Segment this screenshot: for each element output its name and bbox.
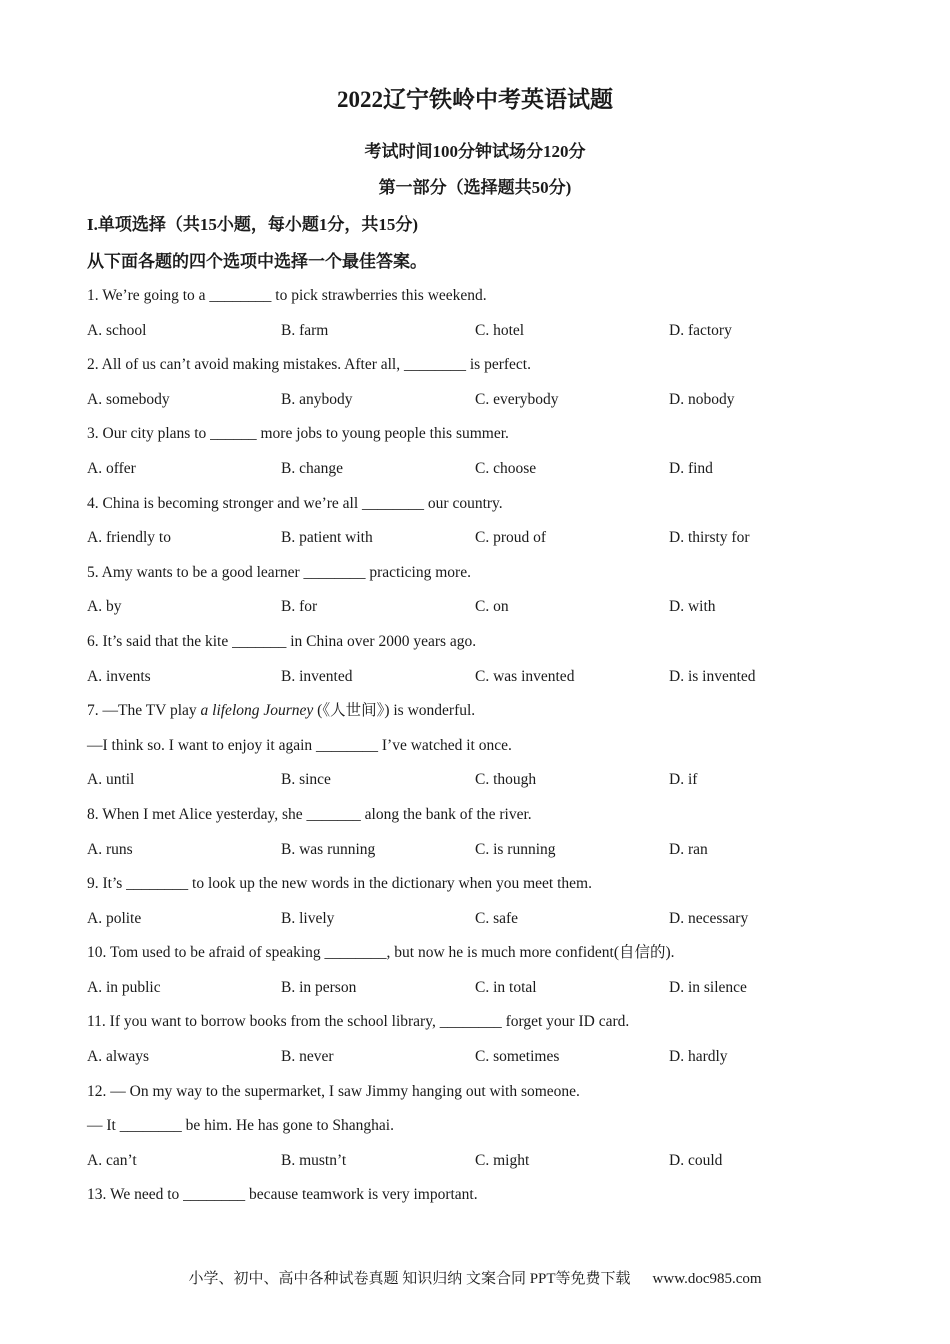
exam-title: 2022辽宁铁岭中考英语试题	[337, 87, 613, 112]
answer-option: B. change	[281, 459, 343, 477]
answer-option: A. in public	[87, 978, 161, 996]
question-text: 12. — On my way to the supermarket, I saw Jimmy hanging out with someone.	[87, 1082, 580, 1100]
section-instruction: 从下面各题的四个选项中选择一个最佳答案。	[87, 252, 427, 271]
answer-option: B. invented	[281, 667, 353, 685]
answer-option: D. ran	[669, 840, 708, 858]
answer-option: C. was invented	[475, 667, 575, 685]
question-text: 10. Tom used to be afraid of speaking ________, but now he is much more confident(自信的).	[87, 944, 675, 962]
footer-site-link[interactable]: www.doc985.com	[652, 1271, 762, 1287]
answer-options	[87, 907, 887, 942]
question-list	[87, 284, 887, 1218]
answer-option: B. for	[281, 598, 318, 616]
answer-options	[87, 595, 887, 630]
answer-option: D. in silence	[669, 978, 747, 996]
question-text: 8. When I met Alice yesterday, she _______ along the bank of the river.	[87, 805, 532, 823]
answer-option: B. since	[281, 771, 331, 789]
answer-option: D. factory	[669, 321, 732, 339]
answer-option: C. proud of	[475, 529, 547, 547]
answer-option: A. can’t	[87, 1151, 137, 1169]
answer-options	[87, 1149, 887, 1184]
question-text: 9. It’s ________ to look up the new words in the dictionary when you meet them.	[87, 875, 592, 893]
answer-option: A. by	[87, 598, 122, 616]
question-text: 2. All of us can’t avoid making mistakes. After all, ________ is perfect.	[87, 356, 531, 374]
question-text: 6. It’s said that the kite _______ in China over 2000 years ago.	[87, 632, 477, 650]
play-title: a lifelong Journey	[200, 702, 314, 720]
answer-options	[87, 768, 887, 803]
answer-option: B. farm	[281, 321, 329, 339]
answer-option: D. with	[669, 598, 716, 616]
answer-option: A. friendly to	[87, 529, 171, 547]
question-text: 7. —The TV play a lifelong Journey (《人世间》) is wonderful.	[87, 702, 476, 720]
answer-option: C. everybody	[475, 390, 559, 408]
answer-option: B. anybody	[281, 390, 353, 408]
answer-option: C. sometimes	[475, 1048, 560, 1066]
answer-option: C. safe	[475, 909, 519, 927]
answer-option: A. always	[87, 1048, 149, 1066]
question-text: — It ________ be him. He has gone to Shanghai.	[87, 1117, 394, 1135]
answer-options	[87, 976, 887, 1011]
question-text: 3. Our city plans to ______ more jobs to young people this summer.	[87, 425, 509, 443]
answer-options	[87, 388, 887, 423]
answer-option: C. though	[475, 771, 537, 789]
answer-options	[87, 838, 887, 873]
question-text: 11. If you want to borrow books from the school library, ________ forget your ID card.	[87, 1013, 630, 1031]
question-text: 13. We need to ________ because teamwork is very important.	[87, 1186, 478, 1204]
question-text: 1. We’re going to a ________ to pick strawberries this weekend.	[87, 287, 487, 304]
footer-text: 小学、初中、高中各种试卷真题 知识归纳 文案合同 PPT等免费下载	[188, 1271, 631, 1287]
answer-option: C. is running	[475, 840, 556, 858]
answer-option: A. somebody	[87, 390, 170, 408]
answer-option: B. in person	[281, 978, 357, 996]
answer-option: B. mustn’t	[281, 1151, 347, 1169]
answer-options	[87, 526, 887, 561]
answer-option: A. school	[87, 321, 147, 339]
answer-option: B. lively	[281, 909, 335, 927]
answer-option: D. is invented	[669, 667, 756, 685]
answer-option: A. polite	[87, 909, 142, 927]
answer-option: D. if	[669, 771, 698, 789]
answer-option: D. hardly	[669, 1048, 728, 1066]
page-footer	[0, 1267, 950, 1291]
answer-options	[87, 665, 887, 700]
answer-option: C. might	[475, 1151, 530, 1169]
answer-option: C. choose	[475, 459, 537, 477]
question-text: 5. Amy wants to be a good learner ________ practicing more.	[87, 563, 471, 581]
answer-option: C. hotel	[475, 321, 525, 339]
answer-option: D. thirsty for	[669, 529, 750, 547]
answer-option: C. on	[475, 598, 509, 616]
answer-option: D. find	[669, 459, 713, 477]
answer-option: D. necessary	[669, 909, 749, 927]
question-text: 4. China is becoming stronger and we’re all ________ our country.	[87, 494, 503, 512]
answer-option: A. runs	[87, 840, 133, 858]
answer-option: A. until	[87, 771, 135, 789]
answer-option: D. could	[669, 1151, 723, 1169]
section-title: I.单项选择（共15小题，每小题1分，共15分)	[87, 215, 419, 234]
answer-option: B. patient with	[281, 529, 373, 547]
answer-option: D. nobody	[669, 390, 735, 408]
answer-option: B. was running	[281, 840, 376, 858]
answer-option: A. invents	[87, 667, 151, 685]
answer-option: C. in total	[475, 978, 537, 996]
question-text: —I think so. I want to enjoy it again ________ I’ve watched it once.	[87, 736, 512, 754]
answer-options	[87, 457, 887, 492]
answer-option: B. never	[281, 1048, 334, 1066]
exam-info: 考试时间100分钟试场分120分	[364, 142, 586, 161]
answer-options	[87, 1045, 887, 1080]
part-one-heading: 第一部分（选择题共50分)	[378, 178, 572, 197]
answer-option: A. offer	[87, 459, 136, 477]
answer-options	[87, 319, 887, 354]
